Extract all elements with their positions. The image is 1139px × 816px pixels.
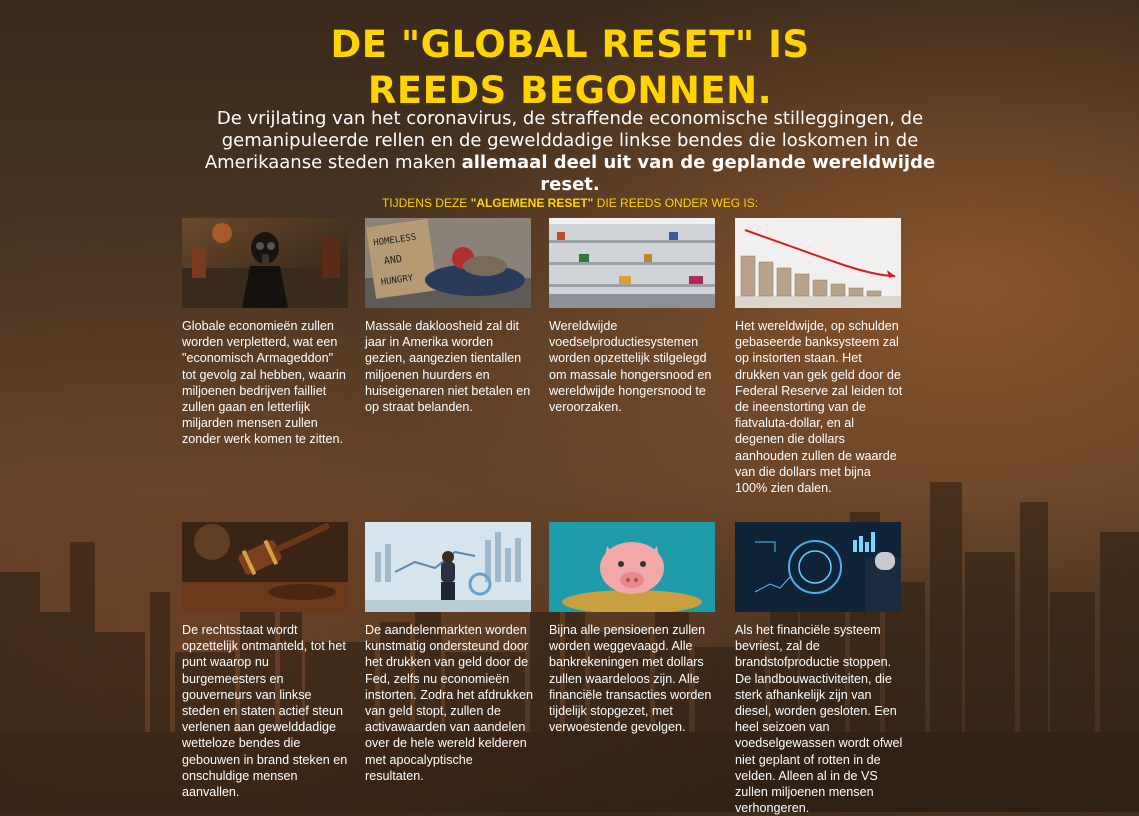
card-text: Globale economieën zullen worden verpletterd, wat een "economisch Armageddon" tot gevolg zal hebben, waarin miljoenen bedrijven failliet zullen gaan en letterlijk miljarden mensen zullen zonder werk komen te zitten.	[182, 319, 346, 447]
card-stock-market	[365, 522, 533, 784]
svg-text:AND: AND	[383, 253, 403, 268]
intro-bold-text: allemaal deel uit van de geplande wereldwijde reset.	[461, 152, 936, 195]
homeless-person-image	[365, 218, 531, 308]
section-subline	[200, 196, 940, 210]
card-text: Wereldwijde voedselproductiesystemen worden opzettelijk stilgelegd om massale hongersnood en wereldwijde hongersnood te veroorzaken.	[549, 319, 712, 415]
empty-shelves-image	[549, 218, 715, 308]
card-pensions	[549, 522, 717, 735]
digital-finance-image	[735, 522, 901, 612]
card-food	[549, 218, 717, 415]
card-homelessness	[365, 218, 533, 415]
intro-paragraph	[200, 108, 940, 196]
sign-text: HOMELESS	[372, 232, 418, 249]
subline-before: TIJDENS DEZE	[381, 196, 471, 210]
card-fuel	[735, 522, 903, 816]
card-text: Als het financiële systeem bevriest, zal de brandstofproductie stoppen. De landbouwactiviteiten, die sterk afhankelijk zijn van diesel, worden gesloten. Een heel seizoen van voedselgewassen wordt ofwel niet geplant of rotten in de velden. Alleen al in de VS zullen miljoenen mensen verhongeren.	[735, 623, 903, 816]
card-rule-of-law	[182, 522, 350, 800]
card-banking	[735, 218, 903, 496]
intro-text: De vrijlating van het coronavirus, de straffende economische stilleggingen, de gemanipuleerde rellen en de gewelddadige linkse bendes die loskomen in de Amerikaanse steden maken	[204, 108, 924, 173]
card-economy	[182, 218, 350, 448]
card-text: Het wereldwijde, op schulden gebaseerde banksysteem zal op instorten staan. Het drukken van gek geld door de Federal Reserve zal leiden tot de ineenstorting van de fiatvaluta-dollar, en al degenen die dollars aanhouden zullen de waarde van die dollars met bijna 100% zien dalen.	[735, 319, 903, 496]
svg-text:HUNGRY: HUNGRY	[380, 273, 414, 288]
headline-line-2: REEDS BEGONNEN.	[367, 69, 773, 112]
headline-line-1: DE "GLOBAL RESET" IS	[330, 23, 810, 66]
piggy-bank-image	[549, 522, 715, 612]
subline-bold: "ALGEMENE RESET"	[470, 196, 594, 210]
gas-mask-figure-image	[182, 218, 348, 308]
declining-coins-image	[735, 218, 901, 308]
subline-after: DIE REEDS ONDER WEG IS:	[593, 196, 759, 210]
gavel-image	[182, 522, 348, 612]
card-text: Massale dakloosheid zal dit jaar in Amerika worden gezien, aangezien tientallen miljoenen huurders en huiseigenaren niet betalen en op straat belanden.	[365, 319, 531, 415]
card-text: De aandelenmarkten worden kunstmatig ondersteund door het drukken van geld door de Fed, zelfs nu economieën instorten. Zodra het afdrukken van geld stopt, zullen de activawaarden van aandelen over de hele wereld kelderen met apocalyptische resultaten.	[365, 623, 534, 783]
card-text: Bijna alle pensioenen zullen worden weggevaagd. Alle bankrekeningen met dollars zullen waardeloos zijn. Alle financiële transacties worden tijdelijk stopgezet, met verwoestende gevolgen.	[549, 623, 712, 735]
page-headline	[200, 22, 940, 114]
market-charts-image	[365, 522, 531, 612]
card-text: De rechtsstaat wordt opzettelijk ontmanteld, tot het punt waarop nu burgemeesters en gouverneurs van linkse steden en staten actief steun verlenen aan gewelddadige wetteloze bendes die gebouwen in brand steken en onschuldige mensen aanvallen.	[182, 623, 348, 800]
